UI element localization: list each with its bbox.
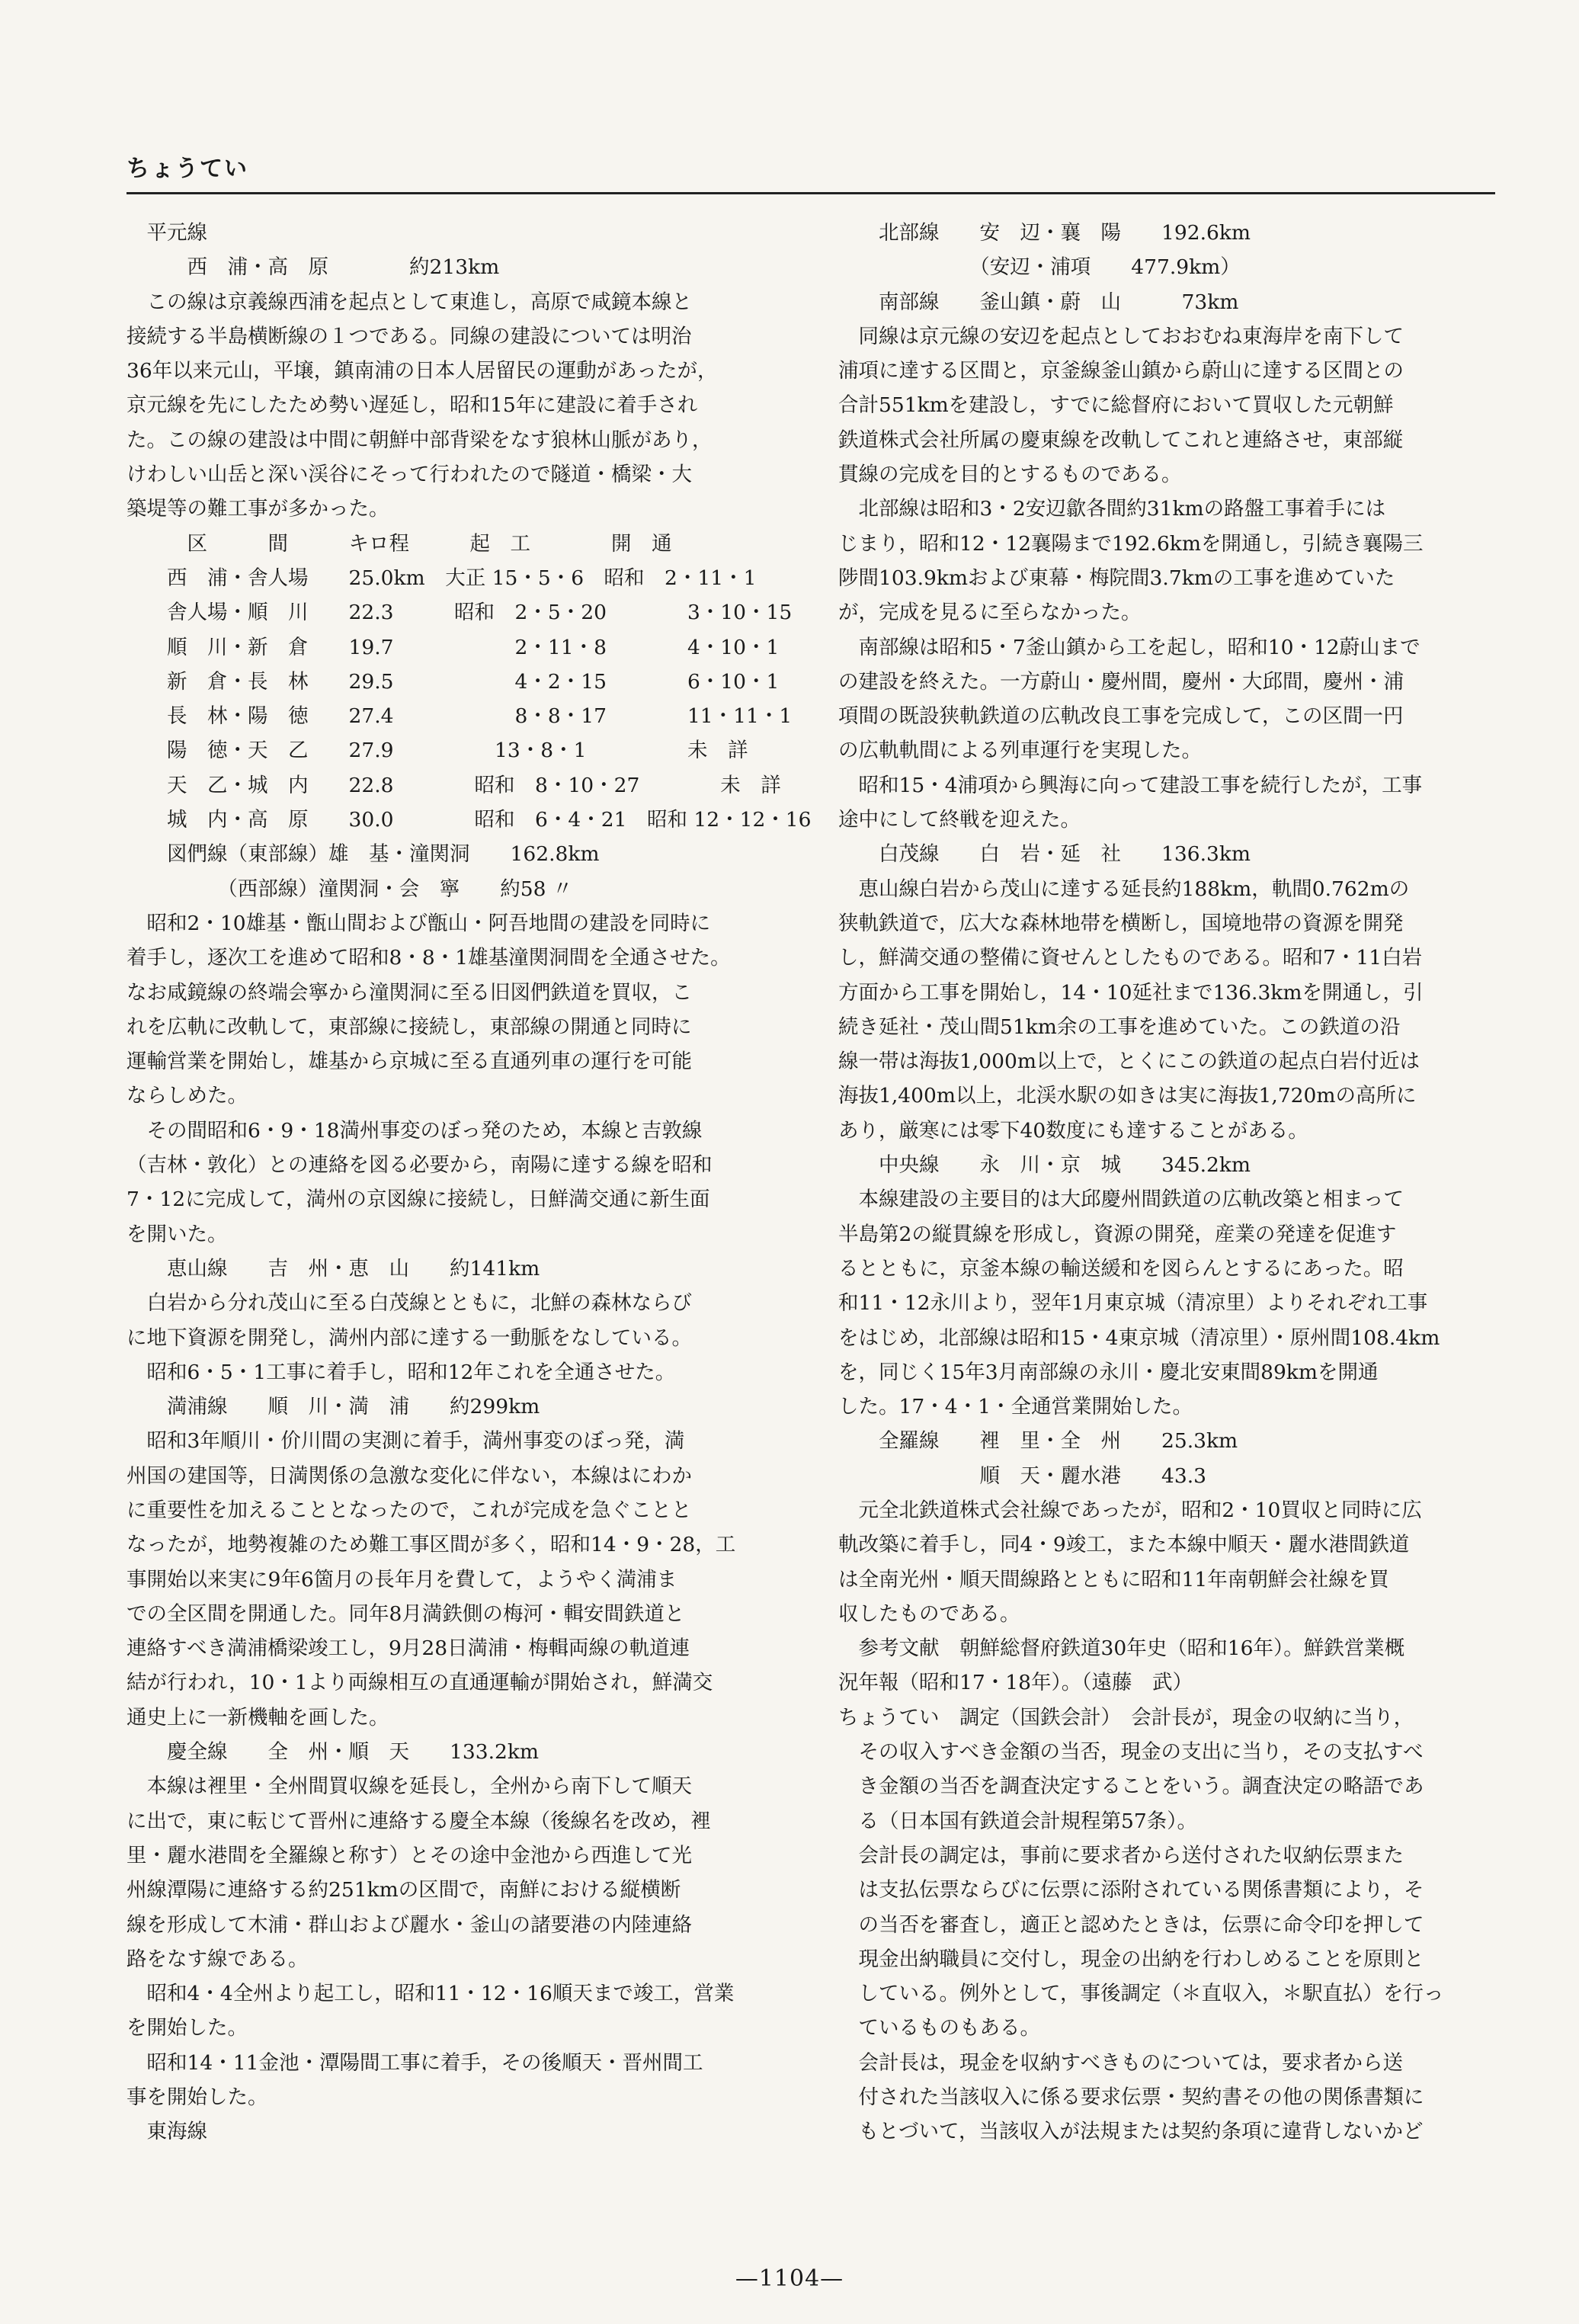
text-line: 昭和15・4浦項から興海に向って建設工事を続行したが，工事: [838, 773, 1423, 797]
text-line: の当否を審査し，適正と認めたときは，伝票に命令印を押して: [838, 1912, 1424, 1937]
text-line: 陟間103.9kmおよび東幕・梅院間3.7kmの工事を進めていた: [838, 566, 1395, 590]
text-line: 州線潭陽に連絡する約251kmの区間で，南鮮における縦横断: [127, 1878, 681, 1902]
text-line: 昭和2・10雄基・甑山間および甑山・阿吾地間の建設を同時に: [127, 911, 711, 935]
text-line: 本線建設の主要目的は大邱慶州間鉄道の広軌改築と相まって: [838, 1188, 1404, 1212]
text-line: 事を開始した。: [127, 2085, 268, 2110]
text-line: もとづいて，当該収入が法規または契約条項に違背しないかど: [838, 2120, 1424, 2144]
text-line: （吉林・敦化）との連絡を図る必要から，南陽に達する線を昭和: [127, 1153, 713, 1178]
text-line: の広軌軌間による列車運行を実現した。: [838, 739, 1202, 763]
text-line: けわしい山岳と深い渓谷にそって行われたので隧道・橋梁・大: [127, 463, 692, 487]
text-line: 京元線を先にしたため勢い遅延し，昭和15年に建設に着手され: [127, 393, 698, 418]
text-line: 昭和14・11金池・潭陽間工事に着手，その後順天・晋州間工: [127, 2050, 703, 2075]
text-line: 区 間 キロ程 起 工 開 通: [127, 531, 672, 556]
text-line: なお咸鏡線の終端会寧から潼関洞に至る旧図們鉄道を買収，こ: [127, 980, 692, 1005]
text-line: 南部線は昭和5・7釜山鎮から工を起し，昭和10・12蔚山まで: [838, 635, 1420, 659]
header-rule: [127, 192, 1495, 194]
text-line: 平元線: [127, 221, 207, 245]
text-line: 恵山線白岩から茂山に達する延長約188km，軌間0.762mの: [838, 877, 1410, 901]
text-line: 満浦線 順 川・満 浦 約299km: [127, 1395, 540, 1419]
text-line: 況年報（昭和17・18年）。（遠藤 武）: [838, 1671, 1193, 1695]
text-line: その収入すべき金額の当否，現金の支出に当り，その支払すべ: [838, 1740, 1424, 1765]
text-line: その間昭和6・9・18満州事変のぼっ発のため，本線と吉敦線: [127, 1118, 703, 1143]
text-line: 運輸営業を開始し，雄基から京城に至る直通列車の運行を可能: [127, 1050, 692, 1074]
text-line: 通史上に一新機軸を画した。: [127, 1705, 389, 1729]
text-line: 浦項に達する区間と，京釜線釜山鎮から蔚山に達する区間との: [838, 359, 1404, 383]
text-line: 会計長は，現金を収納すべきものについては，要求者から送: [838, 2050, 1403, 2075]
text-line: 州国の建国等，日満関係の急激な変化に伴ない，本線はにわか: [127, 1463, 692, 1488]
text-line: 36年以来元山，平壌，鎮南浦の日本人居留民の運動があったが，: [127, 359, 718, 383]
text-line: 続き延社・茂山間51km余の工事を進めていた。この鉄道の沿: [838, 1015, 1401, 1039]
text-line: 順 天・麗水港 43.3: [838, 1463, 1207, 1488]
text-line: 昭和6・5・1工事に着手し，昭和12年これを全通させた。: [127, 1360, 676, 1384]
text-line: 参考文献 朝鮮総督府鉄道30年史（昭和16年）。鮮鉄営業概: [838, 1636, 1405, 1661]
text-line: に重要性を加えることとなったので，これが完成を急ぐことと: [127, 1498, 692, 1522]
text-line: が，完成を見るに至らなかった。: [838, 601, 1142, 625]
text-line: じまり，昭和12・12襄陽まで192.6kmを開通し，引続き襄陽三: [838, 531, 1424, 556]
text-line: 舎人場・順 川 22.3 昭和 2・5・20 3・10・15: [127, 601, 793, 625]
text-line: あり，厳寒には零下40数度にも達することがある。: [838, 1118, 1308, 1143]
text-line: 収したものである。: [838, 1601, 1020, 1626]
text-line: （西部線）潼関洞・会 寧 約58 〃: [127, 877, 573, 901]
text-line: 連絡すべき満浦橋梁竣工し，9月28日満浦・梅輯両線の軌道連: [127, 1636, 690, 1661]
text-line: 中央線 永 川・京 城 345.2km: [838, 1153, 1251, 1178]
text-line: ているものもある。: [838, 2016, 1040, 2040]
text-line: （安辺・浦項 477.9km）: [838, 255, 1241, 280]
text-line: 恵山線 吉 州・恵 山 約141km: [127, 1256, 540, 1281]
text-line: に出で，東に転じて晋州に連絡する慶全本線（後線名を改め，裡: [127, 1809, 711, 1833]
text-line: この線は京義線西浦を起点として東進し，高原で咸鏡本線と: [127, 290, 692, 314]
text-line: 昭和3年順川・价川間の実測に着手，満州事変のぼっ発，満: [127, 1429, 685, 1454]
text-line: 軌改築に着手し，同4・9竣工，また本線中順天・麗水港間鉄道: [838, 1533, 1410, 1557]
text-line: 陽 徳・天 乙 27.9 13・8・1 未 詳: [127, 739, 748, 763]
text-line: る（日本国有鉄道会計規程第57条）。: [838, 1809, 1197, 1833]
text-line: 昭和4・4全州より起工し，昭和11・12・16順天まで竣工，営業: [127, 1982, 735, 2006]
text-line: 付された当該収入に係る要求伝票・契約書その他の関係書類に: [838, 2085, 1424, 2110]
text-line: 白茂線 白 岩・延 社 136.3km: [838, 842, 1251, 867]
right-column: [838, 216, 1494, 2149]
text-line: 狭軌鉄道で，広大な森林地帯を横断し，国境地帯の資源を開発: [838, 911, 1404, 935]
text-line: は支払伝票ならびに伝票に添附されている関係書類により，そ: [838, 1878, 1424, 1902]
text-line: た。この線の建設は中間に朝鮮中部背梁をなす狼林山脈があり，: [127, 428, 713, 452]
text-line: 長 林・陽 徳 27.4 8・8・17 11・11・1: [127, 704, 793, 729]
text-line: 新 倉・長 林 29.5 4・2・15 6・10・1: [127, 669, 780, 694]
text-line: 半島第2の縦貫線を形成し，資源の開発，産業の発達を促進す: [838, 1222, 1397, 1246]
text-line: 南部線 釜山鎮・蔚 山 73km: [838, 290, 1239, 314]
text-line: 白岩から分れ茂山に至る白茂線とともに，北鮮の森林ならび: [127, 1291, 692, 1316]
text-line: 西 浦・高 原 約213km: [127, 255, 500, 280]
text-line: し，鮮満交通の整備に資せんとしたものである。昭和7・11白岩: [838, 946, 1423, 970]
text-line: を開始した。: [127, 2016, 248, 2040]
text-line: 本線は裡里・全州間買収線を延長し，全州から南下して順天: [127, 1774, 692, 1799]
text-line: 線一帯は海抜1,000m以上で，とくにこの鉄道の起点白岩付近は: [838, 1050, 1420, 1074]
text-line: を開いた。: [127, 1222, 228, 1246]
text-line: 西 浦・舎人場 25.0km 大正 15・5・6 昭和 2・11・1: [127, 566, 757, 590]
text-line: 和11・12永川より，翌年1月東京城（清凉里）よりそれぞれ工事: [838, 1291, 1428, 1316]
text-line: 同線は京元線の安辺を起点としておおむね東海岸を南下して: [838, 324, 1404, 348]
text-line: 7・12に完成して，満州の京図線に接続し，日鮮満交通に新生面: [127, 1188, 710, 1212]
running-head: ちょうてい: [127, 155, 248, 182]
text-line: に地下資源を開発し，満州内部に達する一動脈をなしている。: [127, 1325, 692, 1350]
text-line: 城 内・高 原 30.0 昭和 6・4・21 昭和 12・12・16: [127, 808, 812, 832]
left-column: [127, 216, 812, 2149]
text-line: 結が行われ，10・1より両線相互の直通運輸が開始され，鮮満交: [127, 1671, 713, 1695]
text-line: 築堤等の難工事が多かった。: [127, 497, 389, 521]
text-line: を，同じく15年3月南部線の永川・慶北安東間89kmを開通: [838, 1360, 1379, 1384]
text-line: 合計551kmを建設し，すでに総督府において買収した元朝鮮: [838, 393, 1394, 418]
text-line: をはじめ，北部線は昭和15・4東京城（清凉里）・原州間108.4km: [838, 1325, 1440, 1350]
text-line: 会計長の調定は，事前に要求者から送付された収納伝票また: [838, 1843, 1404, 1867]
text-line: るとともに，京釜本線の輸送緩和を図らんとするにあった。昭: [838, 1256, 1404, 1281]
text-line: 線を形成して木浦・群山および麗水・釜山の諸要港の内陸連絡: [127, 1912, 692, 1937]
text-line: 事開始以来実に9年6箇月の長年月を費して，ようやく満浦ま: [127, 1567, 677, 1592]
text-line: 北部線 安 辺・襄 陽 192.6km: [838, 221, 1251, 245]
text-line: 貫線の完成を目的とするものである。: [838, 463, 1182, 487]
text-line: 東海線: [127, 2120, 207, 2144]
text-line: 現金出納職員に交付し，現金の出納を行わしめることを原則と: [838, 1947, 1424, 1971]
text-line: 海抜1,400m以上，北渓水駅の如きは実に海抜1,720mの高所に: [838, 1084, 1417, 1108]
text-line: 北部線は昭和3・2安辺歙各間約31kmの路盤工事着手には: [838, 497, 1386, 521]
text-line: 項間の既設狭軌鉄道の広軌改良工事を完成して，この区間一円: [838, 704, 1404, 729]
text-line: 接続する半島横断線の１つである。同線の建設については明治: [127, 324, 692, 348]
text-line: している。例外として，事後調定（＊直収入，＊駅直払）を行っ: [838, 1982, 1444, 2006]
text-line: 里・麗水港間を全羅線と称す）とその途中金池から西進して光: [127, 1843, 692, 1867]
text-line: 全羅線 裡 里・全 州 25.3km: [838, 1429, 1238, 1454]
text-line: 順 川・新 倉 19.7 2・11・8 4・10・1: [127, 635, 780, 659]
text-line: き金額の当否を調査決定することをいう。調査決定の略語であ: [838, 1774, 1424, 1799]
text-line: 着手し，逐次工を進めて昭和8・8・1雄基潼関洞間を全通させた。: [127, 946, 731, 970]
text-line: 図們線（東部線）雄 基・潼関洞 162.8km: [127, 842, 600, 867]
text-line: 慶全線 全 州・順 天 133.2km: [127, 1740, 540, 1765]
text-line: 天 乙・城 内 22.8 昭和 8・10・27 未 詳: [127, 773, 781, 797]
text-line: 途中にして終戦を迎えた。: [838, 808, 1081, 832]
text-line: れを広軌に改軌して，東部線に接続し，東部線の開通と同時に: [127, 1015, 692, 1039]
text-line: ちょうてい 調定（国鉄会計） 会計長が，現金の収納に当り，: [838, 1705, 1414, 1729]
text-line: の建設を終えた。一方蔚山・慶州間，慶州・大邱間，慶州・浦: [838, 669, 1404, 694]
text-line: ならしめた。: [127, 1084, 248, 1108]
text-line: 鉄道株式会社所属の慶東線を改軌してこれと連絡させ，東部縦: [838, 428, 1404, 452]
text-line: は全南光州・順天間線路とともに昭和11年南朝鮮会社線を買: [838, 1567, 1389, 1592]
page-number: —1104—: [735, 2265, 844, 2292]
text-line: 方面から工事を開始し，14・10延社まで136.3kmを開通し，引: [838, 980, 1424, 1005]
text-line: での全区間を開通した。同年8月満鉄側の梅河・輯安間鉄道と: [127, 1601, 685, 1626]
text-line: した。17・4・1・全通営業開始した。: [838, 1395, 1193, 1419]
text-line: 路をなす線である。: [127, 1947, 309, 1971]
text-line: 元全北鉄道株式会社線であったが，昭和2・10買収と同時に広: [838, 1498, 1422, 1522]
text-line: なったが，地勢複雑のため難工事区間が多く，昭和14・9・28，工: [127, 1533, 736, 1557]
